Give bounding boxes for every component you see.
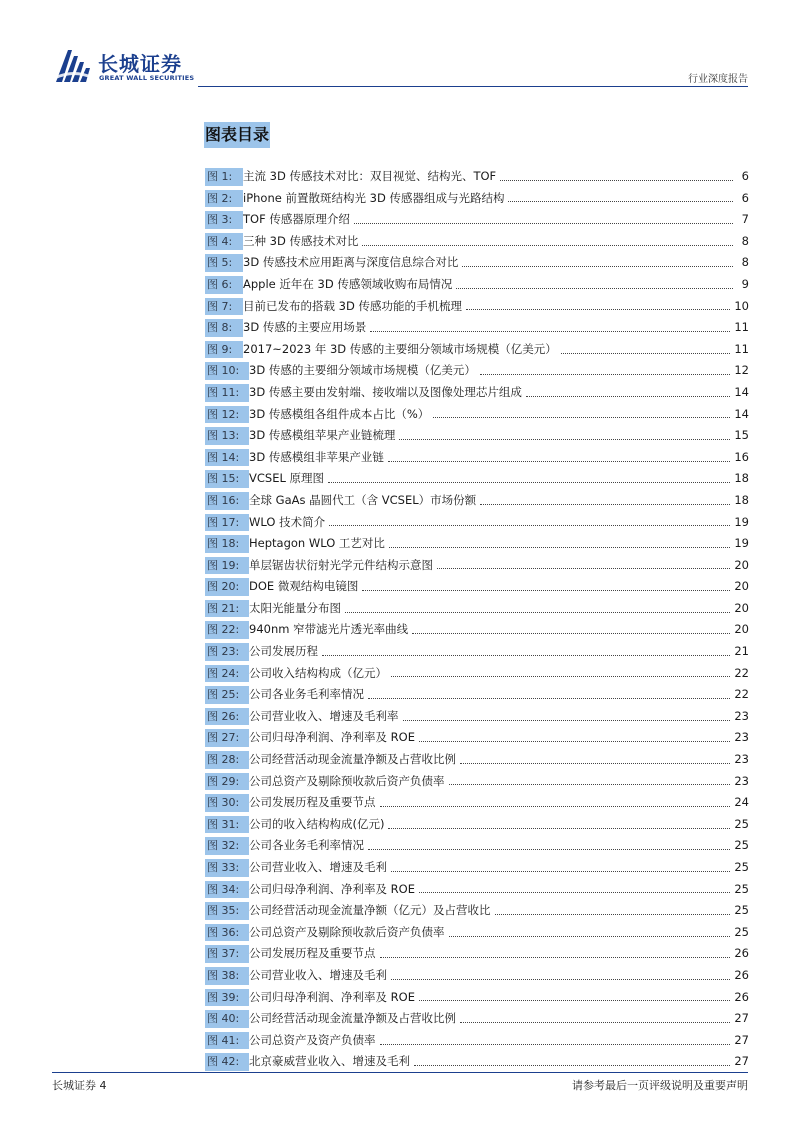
page-number: 20	[734, 557, 749, 572]
toc-entry-body[interactable]	[243, 209, 749, 231]
dot-leader	[354, 222, 733, 224]
page-number: 25	[734, 881, 749, 896]
page-number: 20	[734, 579, 749, 594]
figure-title: 公司营业收入、增速及毛利	[249, 860, 387, 874]
figure-label: 图 24:	[205, 665, 249, 683]
figure-title: 北京豪威营业收入、增速及毛利	[249, 1054, 410, 1069]
figure-title: 公司各业务毛利率情况	[249, 838, 364, 853]
toc-entry[interactable]	[205, 296, 749, 318]
dot-leader	[449, 935, 731, 937]
toc-entry[interactable]	[205, 663, 749, 685]
figure-label: 图 19:	[205, 557, 249, 575]
figure-label: 图 13:	[205, 427, 249, 445]
page-number: 11	[734, 320, 749, 335]
page-number: 21	[734, 644, 749, 659]
toc-entry[interactable]	[205, 382, 749, 404]
figure-label: 图 14:	[205, 449, 249, 467]
company-logo	[54, 46, 204, 86]
toc-entry-body[interactable]	[249, 814, 749, 836]
toc-entry-body[interactable]	[249, 404, 749, 426]
toc-entry[interactable]	[205, 1030, 749, 1052]
page-number: 9	[741, 276, 749, 291]
toc-entry[interactable]	[205, 857, 749, 879]
figure-title: 公司归母净利润、净利率及 ROE	[249, 989, 415, 1004]
dot-leader	[419, 740, 730, 742]
toc-entry-body[interactable]	[249, 835, 749, 857]
toc-entry[interactable]	[205, 317, 749, 339]
page-number: 27	[734, 1054, 749, 1069]
page-number: 26	[734, 946, 749, 961]
figure-label: 图 41:	[205, 1032, 249, 1050]
toc-entry[interactable]	[205, 188, 749, 210]
toc-entry-body[interactable]	[249, 965, 749, 987]
dot-leader	[362, 244, 733, 246]
dot-leader	[433, 416, 730, 418]
toc-entry-body[interactable]	[249, 641, 749, 663]
logo-chinese-name: 长城证券	[98, 52, 182, 76]
figure-label: 图 39:	[205, 989, 249, 1007]
figure-label: 图 25:	[205, 686, 249, 704]
page-number: 14	[734, 406, 749, 421]
dot-leader	[391, 870, 730, 872]
toc-entry-body[interactable]	[243, 296, 749, 318]
figure-title: 公司总资产及剔除预收款后资产负债率	[249, 773, 445, 788]
dot-leader	[388, 460, 731, 462]
figure-title: 目前已发布的搭载 3D 传感功能的手机梳理	[243, 298, 462, 313]
toc-entry[interactable]	[205, 231, 749, 253]
toc-entry[interactable]	[205, 1051, 749, 1073]
figure-title: 公司发展历程	[249, 644, 318, 659]
toc-entry-body[interactable]	[243, 166, 749, 188]
figure-label: 图 23:	[205, 643, 249, 661]
figure-title: 公司归母净利润、净利率及 ROE	[249, 881, 415, 896]
page-number: 25	[734, 838, 749, 853]
figure-label: 图 10:	[205, 362, 249, 380]
page-number: 26	[734, 967, 749, 982]
toc-entry[interactable]	[205, 706, 749, 728]
toc-entry[interactable]	[205, 576, 749, 598]
toc-entry[interactable]	[205, 533, 749, 555]
figure-title: Apple 近年在 3D 传感领域收购布局情况	[243, 276, 453, 291]
toc-entry-body[interactable]	[249, 749, 749, 771]
figure-title: 单层锯齿状衍射光学元件结构示意图	[249, 557, 433, 572]
figure-title: 3D 传感主要由发射端、接收端以及图像处理芯片组成	[249, 384, 522, 399]
toc-entry[interactable]	[205, 360, 749, 382]
dot-leader	[561, 352, 731, 354]
dot-leader	[345, 611, 730, 613]
figure-title: 公司各业务毛利率情况	[249, 687, 364, 702]
figure-title: 3D 传感模组非苹果产业链	[249, 449, 384, 464]
figure-label: 图 11:	[205, 384, 249, 402]
figure-label: 图 5:	[205, 254, 243, 272]
page-number: 18	[734, 471, 749, 486]
toc-entry-body[interactable]	[249, 771, 749, 793]
dot-leader	[412, 632, 730, 634]
toc-entry-body[interactable]	[243, 252, 749, 274]
report-type: 行业深度报告	[688, 74, 748, 85]
figure-title: 公司发展历程及重要节点	[249, 795, 376, 810]
dot-leader	[368, 848, 730, 850]
figure-title: 主流 3D 传感技术对比：双目视觉、结构光、TOF	[243, 169, 497, 183]
figure-label: 图 34:	[205, 881, 249, 899]
figure-label: 图 20:	[205, 578, 249, 596]
toc-entry-body[interactable]	[249, 512, 749, 534]
page-number: 12	[734, 363, 749, 378]
toc-entry-body[interactable]	[249, 684, 749, 706]
page-number: 23	[734, 708, 749, 723]
page-number: 8	[741, 233, 749, 248]
figure-label: 图 31:	[205, 816, 249, 834]
figure-title: 3D 传感技术应用距离与深度信息综合对比	[243, 255, 459, 270]
toc-entry[interactable]	[205, 447, 749, 469]
dot-leader	[419, 999, 730, 1001]
page-number: 6	[741, 190, 749, 205]
page-number: 23	[734, 752, 749, 767]
figure-title: 公司的收入结构构成(亿元)	[249, 816, 385, 831]
dot-leader	[462, 265, 733, 267]
figure-label: 图 35:	[205, 902, 249, 920]
section-title: 图表目录	[204, 122, 270, 148]
page-number: 11	[734, 341, 749, 356]
toc-entry[interactable]	[205, 512, 749, 534]
page-number: 8	[741, 255, 749, 270]
dot-leader	[391, 675, 730, 677]
figure-label: 图 26:	[205, 708, 249, 726]
figure-label: 图 37:	[205, 945, 249, 963]
page-number: 23	[734, 773, 749, 788]
figure-title: 3D 传感模组各组件成本占比（%）	[249, 406, 430, 421]
toc-entry-body[interactable]	[249, 425, 749, 447]
figure-label: 图 38:	[205, 967, 249, 985]
figure-label: 图 33:	[205, 859, 249, 877]
figure-title: 三种 3D 传感技术对比	[243, 233, 359, 248]
figure-title: iPhone 前置散斑结构光 3D 传感器组成与光路结构	[243, 190, 505, 205]
toc-entry-body[interactable]	[249, 727, 749, 749]
toc-entry[interactable]	[205, 771, 749, 793]
figure-title: VCSEL 原理图	[249, 471, 325, 486]
dot-leader	[460, 762, 730, 764]
toc-entry[interactable]	[205, 555, 749, 577]
dot-leader	[362, 589, 730, 591]
figure-label: 图 29:	[205, 773, 249, 791]
figure-label: 图 17:	[205, 514, 249, 532]
page-number: 10	[734, 298, 749, 313]
figure-label: 图 27:	[205, 729, 249, 747]
toc-entry[interactable]	[205, 987, 749, 1009]
figure-label: 图 28:	[205, 751, 249, 769]
page-number: 25	[734, 903, 749, 918]
dot-leader	[389, 546, 730, 548]
toc-entry-body[interactable]	[249, 382, 749, 404]
dot-leader	[456, 287, 733, 289]
toc-entry-body[interactable]	[249, 533, 749, 555]
dot-leader	[419, 891, 730, 893]
page-number: 27	[734, 1032, 749, 1047]
page-number: 22	[734, 687, 749, 702]
dot-leader	[437, 567, 730, 569]
logo-english-name: GREAT WALL SECURITIES	[99, 74, 195, 82]
toc-entry-body[interactable]	[249, 490, 749, 512]
page-number: 25	[734, 860, 749, 874]
page-number: 14	[734, 384, 749, 399]
figure-label: 图 8:	[205, 319, 243, 337]
figure-title: 3D 传感模组苹果产业链梳理	[249, 428, 396, 443]
toc-entry[interactable]	[205, 922, 749, 944]
dot-leader	[414, 1064, 730, 1066]
figure-title: WLO 技术简介	[249, 514, 326, 529]
figure-title: 2017~2023 年 3D 传感的主要细分领域市场规模（亿美元）	[243, 341, 557, 356]
figure-label: 图 18:	[205, 535, 249, 553]
figure-title: 3D 传感的主要细分领域市场规模（亿美元）	[249, 363, 476, 378]
dot-leader	[495, 913, 731, 915]
toc-entry-body[interactable]	[249, 879, 749, 901]
toc-entry[interactable]	[205, 274, 749, 296]
figure-title: 公司经营活动现金流量净额及占营收比例	[249, 752, 456, 767]
dot-leader	[466, 308, 730, 310]
toc-entry[interactable]	[205, 252, 749, 274]
page-number: 27	[734, 1011, 749, 1026]
dot-leader	[460, 1021, 730, 1023]
toc-entry-body[interactable]	[249, 857, 749, 879]
toc-entry-body[interactable]	[243, 188, 749, 210]
figure-title: Heptagon WLO 工艺对比	[249, 536, 385, 551]
toc-entry[interactable]	[205, 404, 749, 426]
toc-entry-body[interactable]	[249, 987, 749, 1009]
toc-entry[interactable]	[205, 468, 749, 490]
dot-leader	[329, 524, 730, 526]
page-number: 6	[741, 169, 749, 183]
toc-entry[interactable]	[205, 792, 749, 814]
toc-entry-body[interactable]	[249, 1030, 749, 1052]
dot-leader	[380, 956, 731, 958]
figure-title: 公司归母净利润、净利率及 ROE	[249, 730, 415, 745]
toc-entry-body[interactable]	[249, 1008, 749, 1030]
figure-table-of-contents	[205, 166, 749, 1073]
toc-entry[interactable]	[205, 598, 749, 620]
figure-label: 图 1:	[205, 168, 243, 186]
header-divider	[198, 86, 748, 87]
toc-entry-body[interactable]	[249, 447, 749, 469]
toc-entry[interactable]	[205, 749, 749, 771]
figure-label: 图 22:	[205, 621, 249, 639]
figure-label: 图 4:	[205, 233, 243, 251]
footer-page-label: 长城证券 4	[52, 1079, 107, 1092]
toc-entry-body[interactable]	[249, 555, 749, 577]
figure-title: TOF 传感器原理介绍	[243, 212, 350, 227]
dot-leader	[388, 827, 730, 829]
page-number: 19	[734, 514, 749, 529]
toc-entry[interactable]	[205, 684, 749, 706]
toc-entry-body[interactable]	[249, 619, 749, 641]
dot-leader	[508, 200, 733, 202]
dot-leader	[526, 395, 731, 397]
figure-title: 太阳光能量分布图	[249, 600, 341, 615]
toc-entry[interactable]	[205, 814, 749, 836]
figure-title: 公司总资产及资产负债率	[249, 1032, 376, 1047]
toc-entry-body[interactable]	[243, 339, 749, 361]
toc-entry[interactable]	[205, 879, 749, 901]
toc-entry[interactable]	[205, 835, 749, 857]
figure-title: 公司发展历程及重要节点	[249, 946, 376, 961]
toc-entry-body[interactable]	[243, 231, 749, 253]
dot-leader	[480, 373, 731, 375]
dot-leader	[370, 330, 730, 332]
toc-entry-body[interactable]	[249, 1051, 749, 1073]
figure-label: 图 16:	[205, 492, 249, 510]
toc-entry[interactable]	[205, 900, 749, 922]
figure-title: 全球 GaAs 晶圆代工（含 VCSEL）市场份额	[249, 492, 477, 507]
page-number: 7	[741, 212, 749, 227]
dot-leader	[480, 503, 730, 505]
footer-divider	[52, 1072, 748, 1073]
figure-label: 图 3:	[205, 211, 243, 229]
figure-label: 图 32:	[205, 837, 249, 855]
toc-entry[interactable]	[205, 943, 749, 965]
dot-leader	[380, 1043, 731, 1045]
toc-entry[interactable]	[205, 425, 749, 447]
page-number: 22	[734, 665, 749, 680]
toc-entry-body[interactable]	[249, 576, 749, 598]
figure-label: 图 2:	[205, 190, 243, 208]
toc-entry[interactable]	[205, 339, 749, 361]
figure-label: 图 12:	[205, 406, 249, 424]
page-number: 23	[734, 730, 749, 745]
dot-leader	[368, 697, 730, 699]
toc-entry[interactable]	[205, 727, 749, 749]
dot-leader	[500, 179, 733, 181]
figure-label: 图 7:	[205, 298, 243, 316]
toc-entry[interactable]	[205, 490, 749, 512]
toc-entry[interactable]	[205, 1008, 749, 1030]
figure-label: 图 40:	[205, 1010, 249, 1028]
page-number: 20	[734, 622, 749, 637]
toc-entry-body[interactable]	[249, 706, 749, 728]
toc-entry-body[interactable]	[243, 317, 749, 339]
toc-entry-body[interactable]	[249, 598, 749, 620]
dot-leader	[322, 654, 730, 656]
page-number: 19	[734, 536, 749, 551]
toc-entry-body[interactable]	[249, 360, 749, 382]
toc-entry[interactable]	[205, 166, 749, 188]
toc-entry-body[interactable]	[249, 900, 749, 922]
figure-title: 940nm 窄带滤光片透光率曲线	[249, 622, 409, 637]
toc-entry-body[interactable]	[243, 274, 749, 296]
figure-label: 图 21:	[205, 600, 249, 618]
toc-entry[interactable]	[205, 209, 749, 231]
dot-leader	[403, 719, 731, 721]
figure-title: 公司经营活动现金流量净额（亿元）及占营收比	[249, 903, 491, 918]
dot-leader	[391, 978, 730, 980]
figure-label: 图 15:	[205, 470, 249, 488]
toc-entry-body[interactable]	[249, 922, 749, 944]
great-wall-logo-icon	[54, 46, 94, 84]
figure-title: 公司收入结构构成（亿元）	[249, 665, 387, 680]
page-number: 24	[734, 795, 749, 810]
toc-entry-body[interactable]	[249, 468, 749, 490]
page-number: 20	[734, 600, 749, 615]
toc-entry-body[interactable]	[249, 663, 749, 685]
page-number: 25	[734, 816, 749, 831]
figure-title: 公司营业收入、增速及毛利	[249, 967, 387, 982]
figure-label: 图 30:	[205, 794, 249, 812]
toc-entry-body[interactable]	[249, 943, 749, 965]
page-number: 26	[734, 989, 749, 1004]
figure-title: 公司营业收入、增速及毛利率	[249, 708, 399, 723]
dot-leader	[449, 783, 731, 785]
dot-leader	[380, 805, 731, 807]
toc-entry[interactable]	[205, 965, 749, 987]
page-number: 15	[734, 428, 749, 443]
figure-title: 3D 传感的主要应用场景	[243, 320, 367, 335]
toc-entry-body[interactable]	[249, 792, 749, 814]
figure-title: 公司经营活动现金流量净额及占营收比例	[249, 1011, 456, 1026]
toc-entry[interactable]	[205, 619, 749, 641]
figure-label: 图 36:	[205, 924, 249, 942]
toc-entry[interactable]	[205, 641, 749, 663]
figure-title: 公司总资产及剔除预收款后资产负债率	[249, 924, 445, 939]
page-number: 16	[734, 449, 749, 464]
figure-label: 图 6:	[205, 276, 243, 294]
dot-leader	[328, 481, 730, 483]
dot-leader	[399, 438, 730, 440]
page-number: 25	[734, 924, 749, 939]
page-number: 18	[734, 492, 749, 507]
figure-label: 图 42:	[205, 1053, 249, 1071]
figure-title: DOE 微观结构电镜图	[249, 579, 359, 594]
footer-disclaimer: 请参考最后一页评级说明及重要声明	[572, 1079, 748, 1092]
figure-label: 图 9:	[205, 341, 243, 359]
